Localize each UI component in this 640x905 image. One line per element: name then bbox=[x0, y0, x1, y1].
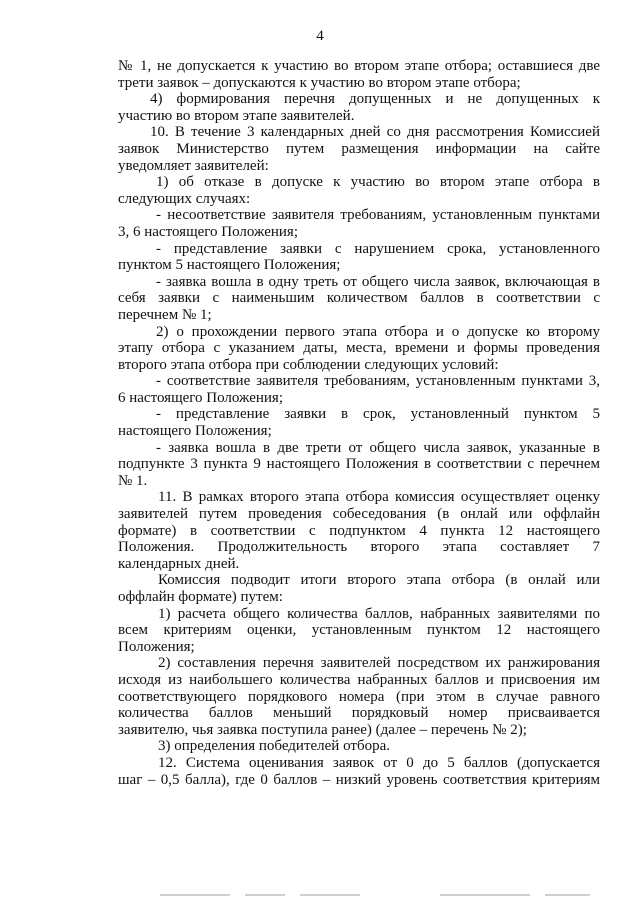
text-line: 2) о прохождении первого этапа отбора и о допуске ко второму bbox=[156, 323, 600, 340]
text-line: перечнем № 1; bbox=[118, 306, 212, 323]
text-line: количества баллов меньший порядковый номер присваивается bbox=[118, 705, 600, 722]
text-line: 12. Система оценивания заявок от 0 до 5 баллов (допускается bbox=[158, 754, 600, 771]
text-line: шаг – 0,5 балла), где 0 баллов – низкий уровень соответствия критериям bbox=[118, 771, 600, 788]
scan-artifact bbox=[300, 894, 360, 896]
text-line: соответствующего порядкового номера (при этом в случае равного bbox=[118, 688, 600, 705]
text-line: № 1. bbox=[118, 472, 148, 489]
text-line: № 1, не допускается к участию во втором этапе отбора; оставшиеся две bbox=[118, 58, 600, 74]
text-line: настоящего Положения; bbox=[118, 423, 272, 440]
scan-artifact bbox=[245, 894, 285, 896]
text-line: подпункте 3 пункта 9 настоящего Положения в соответствии с перечнем bbox=[118, 456, 600, 473]
text-line: себя заявки с наименьшим количеством баллов в соответствии с bbox=[118, 290, 600, 307]
text-line: второго этапа отбора при соблюдении следующих условий: bbox=[118, 356, 499, 373]
text-line: 3, 6 настоящего Положения; bbox=[118, 223, 298, 240]
text-line: формате) в соответствии с подпунктом 4 пункта 12 настоящего bbox=[118, 522, 600, 539]
text-line: заявок Министерство путем размещения информации на сайте bbox=[118, 140, 600, 157]
document-body bbox=[118, 58, 600, 788]
text-line: участию во втором этапе заявителей. bbox=[118, 107, 355, 124]
text-line: - представление заявки в срок, установленный пунктом 5 bbox=[156, 406, 600, 423]
text-line: исходя из наибольшего количества набранных баллов и присвоения им bbox=[118, 671, 600, 688]
text-line: заявителю, чья заявка поступила ранее) (далее – перечень № 2); bbox=[118, 721, 527, 738]
text-line: - соответствие заявителя требованиям, установленным пунктами 3, bbox=[156, 373, 600, 390]
text-line: 1) расчета общего количества баллов, набранных заявителями по bbox=[158, 605, 600, 622]
page-number: 4 bbox=[316, 28, 324, 44]
text-line: пунктом 5 настоящего Положения; bbox=[118, 257, 341, 274]
text-line: - представление заявки с нарушением срока, установленного bbox=[156, 240, 600, 257]
scan-artifact bbox=[545, 894, 590, 896]
text-line: 1) об отказе в допуске к участию во втором этапе отбора в bbox=[156, 174, 600, 191]
text-line: уведомляет заявителей: bbox=[118, 157, 269, 174]
text-line: Положения. Продолжительность второго этапа составляет 7 bbox=[118, 539, 600, 556]
scan-artifact bbox=[440, 894, 530, 896]
text-line: 3) определения победителей отбора. bbox=[158, 738, 390, 755]
text-line: всем критериям оценки, установленным пунктом 12 настоящего bbox=[118, 622, 600, 639]
text-line: - заявка вошла в две трети от общего числа заявок, указанные в bbox=[156, 439, 600, 456]
text-line: оффлайн формате) путем: bbox=[118, 589, 283, 605]
text-line: 2) составления перечня заявителей посредством их ранжирования bbox=[158, 655, 600, 672]
text-line: 11. В рамках второго этапа отбора комиссия осуществляет оценку bbox=[158, 489, 600, 506]
text-line: - заявка вошла в одну треть от общего числа заявок, включающая в bbox=[156, 273, 600, 290]
text-line: 10. В течение 3 календарных дней со дня рассмотрения Комиссией bbox=[150, 124, 600, 141]
text-line: этапу отбора с указанием даты, места, времени и формы проведения bbox=[118, 340, 600, 357]
text-line: календарных дней. bbox=[118, 555, 240, 572]
text-line: следующих случаях: bbox=[118, 190, 251, 207]
text-line: Комиссия подводит итоги второго этапа отбора (в онлай или bbox=[158, 572, 600, 589]
text-line: трети заявок – допускаются к участию во втором этапе отбора; bbox=[118, 74, 521, 91]
text-line: 6 настоящего Положения; bbox=[118, 389, 283, 406]
text-line: заявителей путем проведения собеседования (в онлай или оффлайн bbox=[118, 506, 600, 523]
text-line: 4) формирования перечня допущенных и не допущенных к bbox=[150, 91, 600, 108]
scan-artifact bbox=[160, 894, 230, 896]
text-line: Положения; bbox=[118, 638, 195, 655]
text-line: - несоответствие заявителя требованиям, установленным пунктами bbox=[156, 207, 600, 224]
